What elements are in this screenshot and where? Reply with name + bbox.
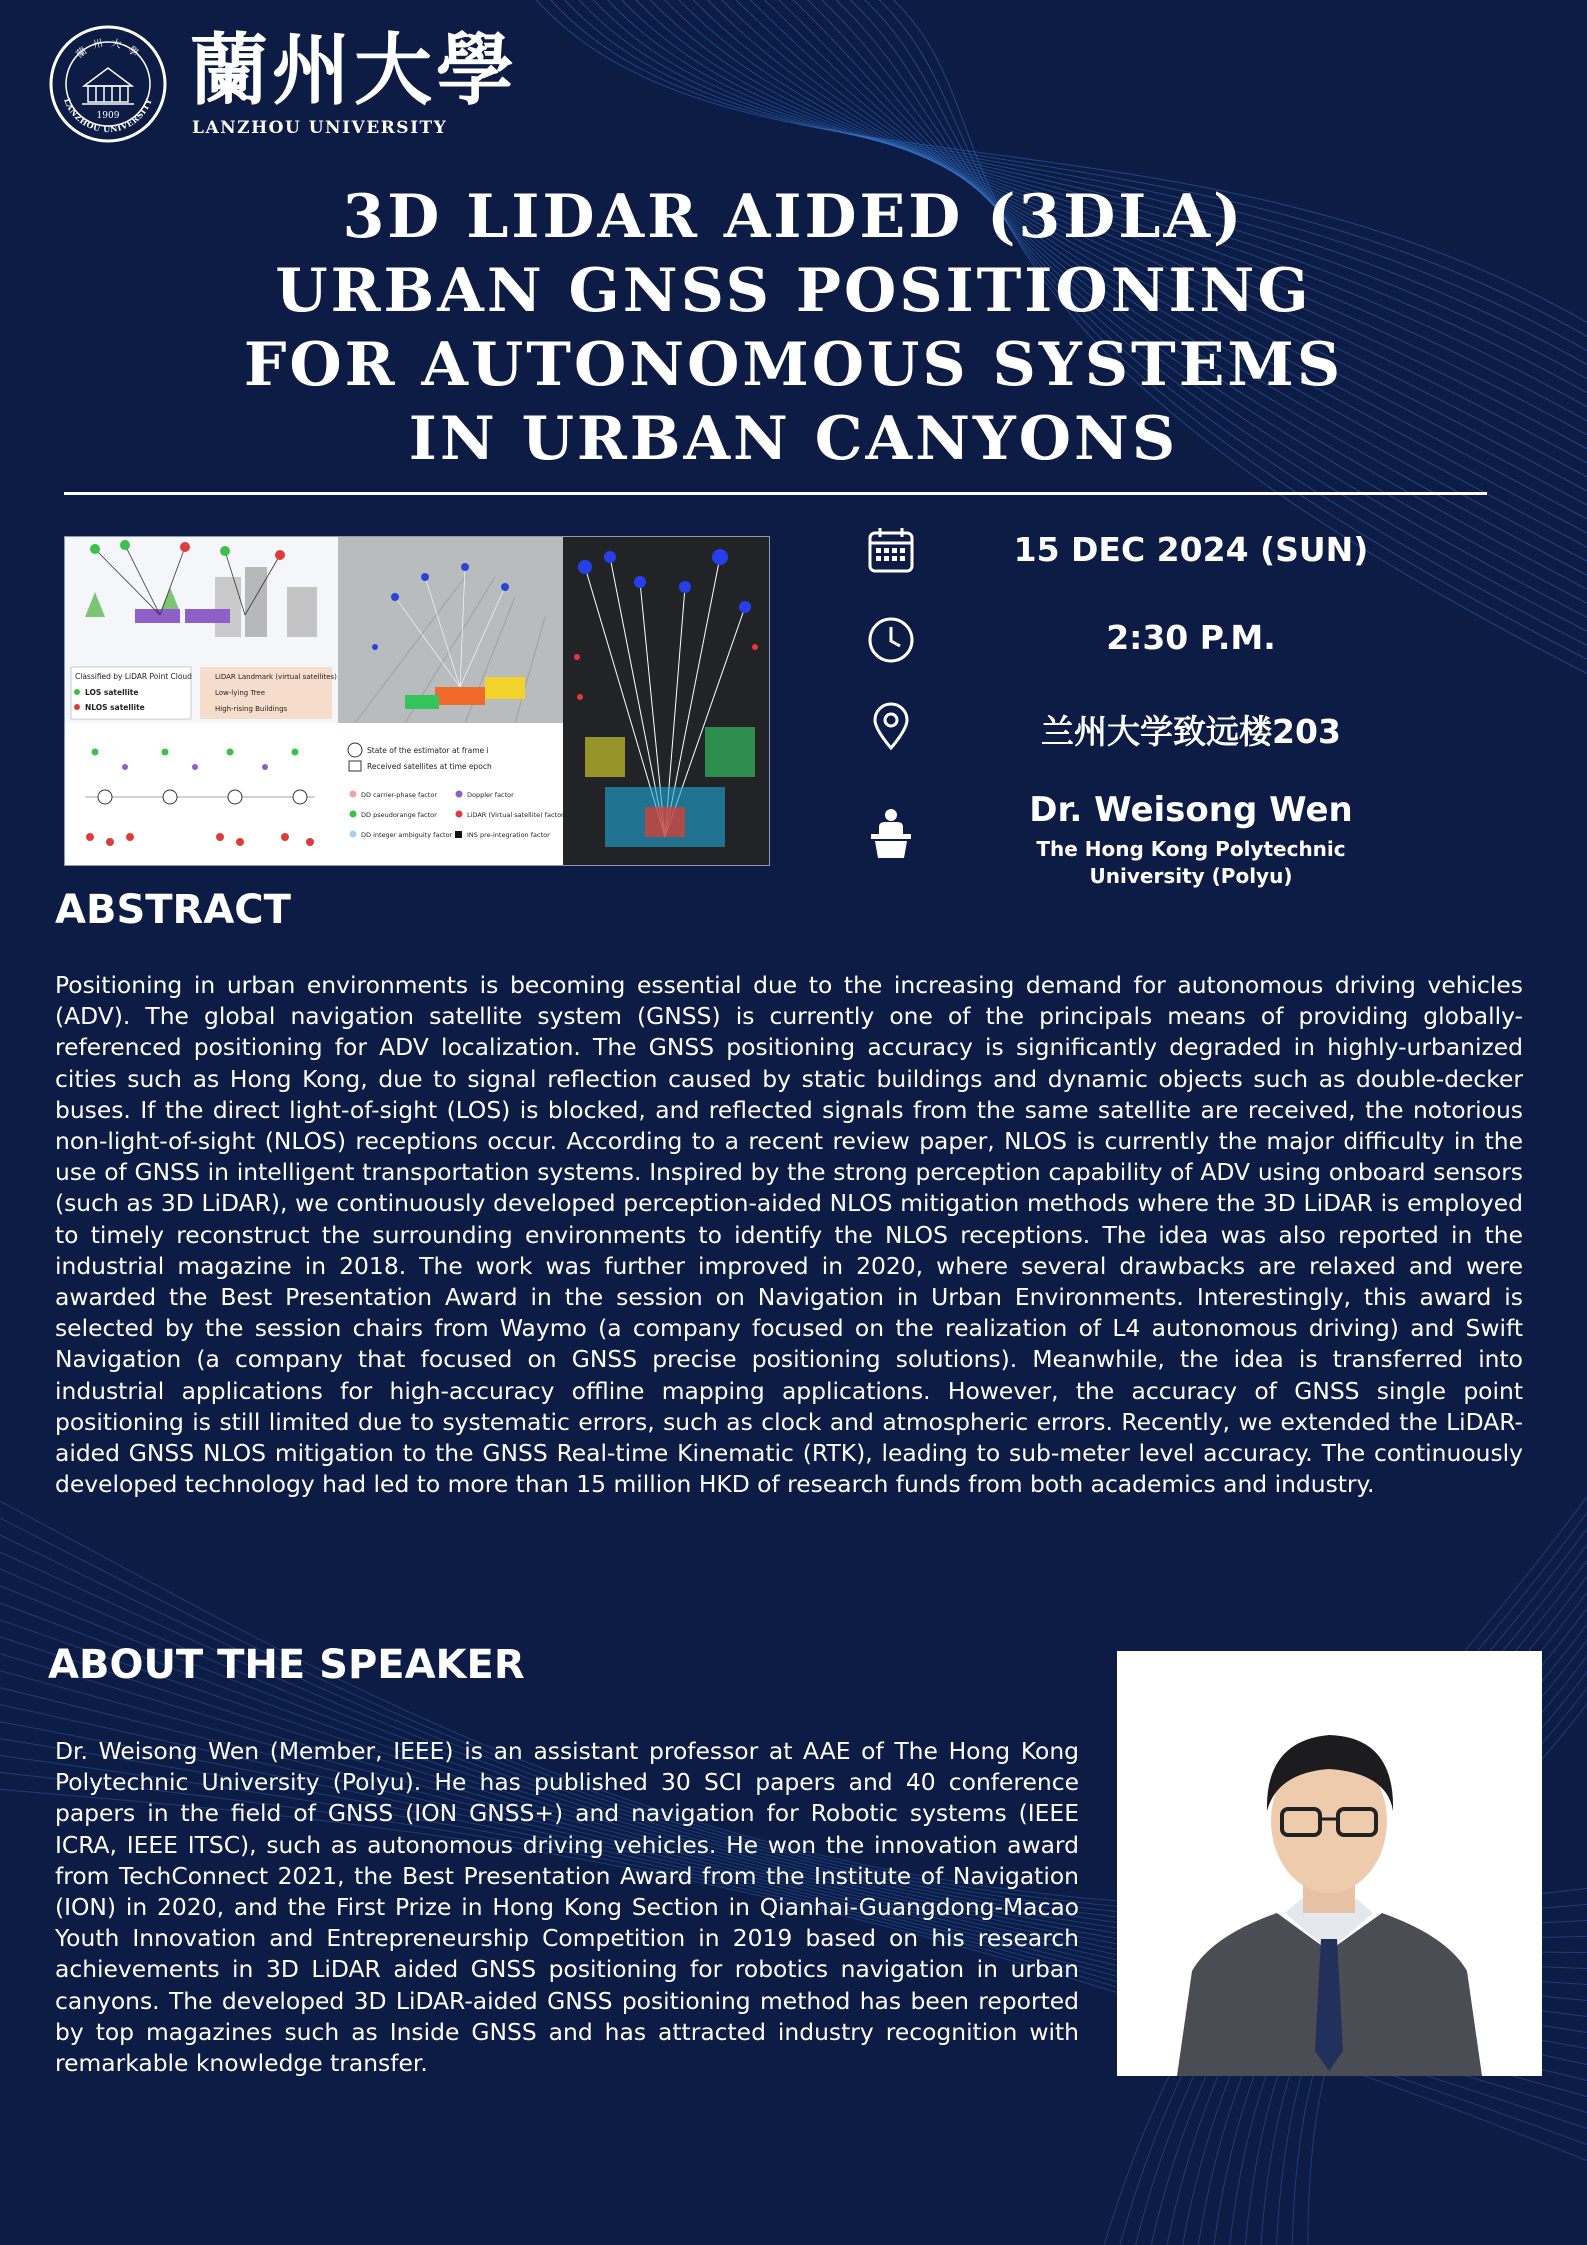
university-name-english: LANZHOU UNIVERSITY	[192, 118, 448, 138]
event-date: 15 DEC 2024 (SUN)	[1013, 530, 1369, 569]
legend-dd-int: DD integer ambiguity factor	[361, 831, 453, 839]
legend-nlos: NLOS satellite	[85, 703, 145, 712]
speaker-affiliation-line: University (Polyu)	[1089, 864, 1293, 888]
title-line: 3D LIDAR AIDED (3DLA)	[342, 182, 1245, 252]
research-figure-collage	[64, 536, 770, 866]
speaker-affiliation	[981, 836, 1401, 890]
speaker-row	[865, 790, 1485, 890]
university-gate-icon	[82, 68, 134, 104]
seal-year: 1909	[96, 111, 120, 121]
calendar-icon	[865, 524, 917, 576]
legend-state: State of the estimator at frame i	[367, 746, 489, 755]
title-line: URBAN GNSS POSITIONING	[275, 256, 1312, 326]
university-seal-icon	[48, 24, 168, 144]
legend-dd-pr: DD pseudorange factor	[361, 811, 437, 819]
legend-ins: INS pre-integration factor	[467, 831, 550, 839]
legend-landmark: LiDAR Landmark (virtual satellites)	[215, 673, 337, 681]
legend-dd-cp: DD carrier-phase factor	[361, 791, 437, 799]
lidar-view-panel	[563, 537, 769, 865]
speaker-photo	[1117, 1651, 1542, 2076]
speaker-podium-icon	[865, 808, 917, 860]
event-time: 2:30 P.M.	[1106, 618, 1276, 657]
about-speaker-heading: ABOUT THE SPEAKER	[48, 1642, 525, 1688]
title-divider	[64, 492, 1487, 495]
abstract-heading: ABSTRACT	[55, 887, 291, 933]
talk-title	[0, 180, 1587, 476]
legend-received: Received satellites at time epoch	[367, 762, 492, 771]
factor-legend-panel	[338, 723, 564, 865]
legend-lidar: LiDAR (Virtual satellite) factor	[467, 811, 564, 819]
abstract-text: Positioning in urban environments is becoming essential due to the increasing demand for autonomous driving vehicles (ADV). The global navigation satellite system (GNSS) is currently one of the principals means of providing globally-referenced positioning for ADV localization. The GNSS positioning accuracy is significantly degraded in highly-urbanized cities such as Hong Kong, due to signal reflection caused by static buildings and dynamic objects such as double-decker buses. If the direct light-of-sight (LOS) is blocked, and reflected signals from the same satellite are received, the notorious non-light-of-sight (NLOS) receptions occur. According to a recent review paper, NLOS is currently the major difficulty in the use of GNSS in intelligent transportation systems. Inspired by the strong perception capability of ADV using onboard sensors (such as 3D LiDAR), we continuously developed perception-aided NLOS mitigation methods where the 3D LiDAR is employed to timely reconstruct the surrounding environments to identify the NLOS receptions. The idea was also reported in the industrial magazine in 2018. The work was further improved in 2020, where several drawbacks are relaxed and were awarded the Best Presentation Award in the session on Navigation in Urban Environments. Interestingly, this award is selected by the session chairs from Waymo (a company focused on the realization of L4 autonomous driving) and Swift Navigation (a company that focused on GNSS precise positioning solutions). Meanwhile, the idea is transferred into industrial applications for high-accuracy offline mapping applications. However, the accuracy of GNSS single point positioning is still limited due to systematic errors, such as clock and atmospheric errors. Recently, we extended the LiDAR-aided GNSS NLOS mitigation to the GNSS Real-time Kinematic (RTK), leading to sub-meter level accuracy. The continuously developed technology had led to more than 15 million HKD of research funds from both academics and industry.	[55, 971, 1523, 1499]
speaker-affiliation-line: The Hong Kong Polytechnic	[1036, 837, 1346, 861]
event-location: 兰州大学致远楼203	[1041, 712, 1341, 751]
speaker-name: Dr. Weisong Wen	[1029, 790, 1353, 830]
title-line: FOR AUTONOMOUS SYSTEMS	[243, 330, 1344, 400]
location-pin-icon	[865, 700, 917, 752]
about-speaker-text: Dr. Weisong Wen (Member, IEEE) is an assistant professor at AAE of The Hong Kong Polytechnic University (Polyu). He has published 30 SCI papers and 40 conference papers in the field of GNSS (ION GNSS+) and navigation for Robotic systems (IEEE ICRA, IEEE ITSC), such as autonomous driving vehicles. He won the innovation award from TechConnect 2021, the Best Presentation Award from the Institute of Navigation (ION) in 2020, and the First Prize in Hong Kong Section in Qianhai-Guangdong-Macao Youth Innovation and Entrepreneurship Competition in 2019 based on his research achievements in 3D LiDAR aided GNSS positioning for robotics navigation in urban canyons. The developed 3D LiDAR-aided GNSS positioning method has been reported by top magazines such as Inside GNSS and has attracted industry recognition with remarkable knowledge transfer.	[55, 1737, 1079, 2078]
legend-classified: Classified by LiDAR Point Cloud	[75, 672, 192, 681]
svg-text:蘭 州 大 學	[73, 36, 142, 61]
legend-building: High-rising Buildings	[215, 705, 288, 713]
seal-bottom-text: LANZHOU UNIVERSITY	[62, 96, 154, 135]
event-location-row	[865, 700, 1485, 760]
legend-los: LOS satellite	[85, 688, 139, 697]
legend-doppler: Doppler factor	[467, 791, 514, 799]
event-date-row	[865, 524, 1485, 584]
clock-icon	[865, 612, 917, 664]
factor-graph-panel	[65, 723, 338, 865]
legend-tree: Low-lying Tree	[215, 689, 266, 697]
title-line: IN URBAN CANYONS	[408, 404, 1179, 474]
event-time-row	[865, 612, 1485, 672]
point-cloud-panel	[338, 537, 563, 723]
university-name-chinese: 蘭州大學	[190, 25, 519, 116]
seal-top-text: 蘭 州 大 學	[74, 37, 142, 61]
urban-scene-panel	[65, 537, 338, 723]
